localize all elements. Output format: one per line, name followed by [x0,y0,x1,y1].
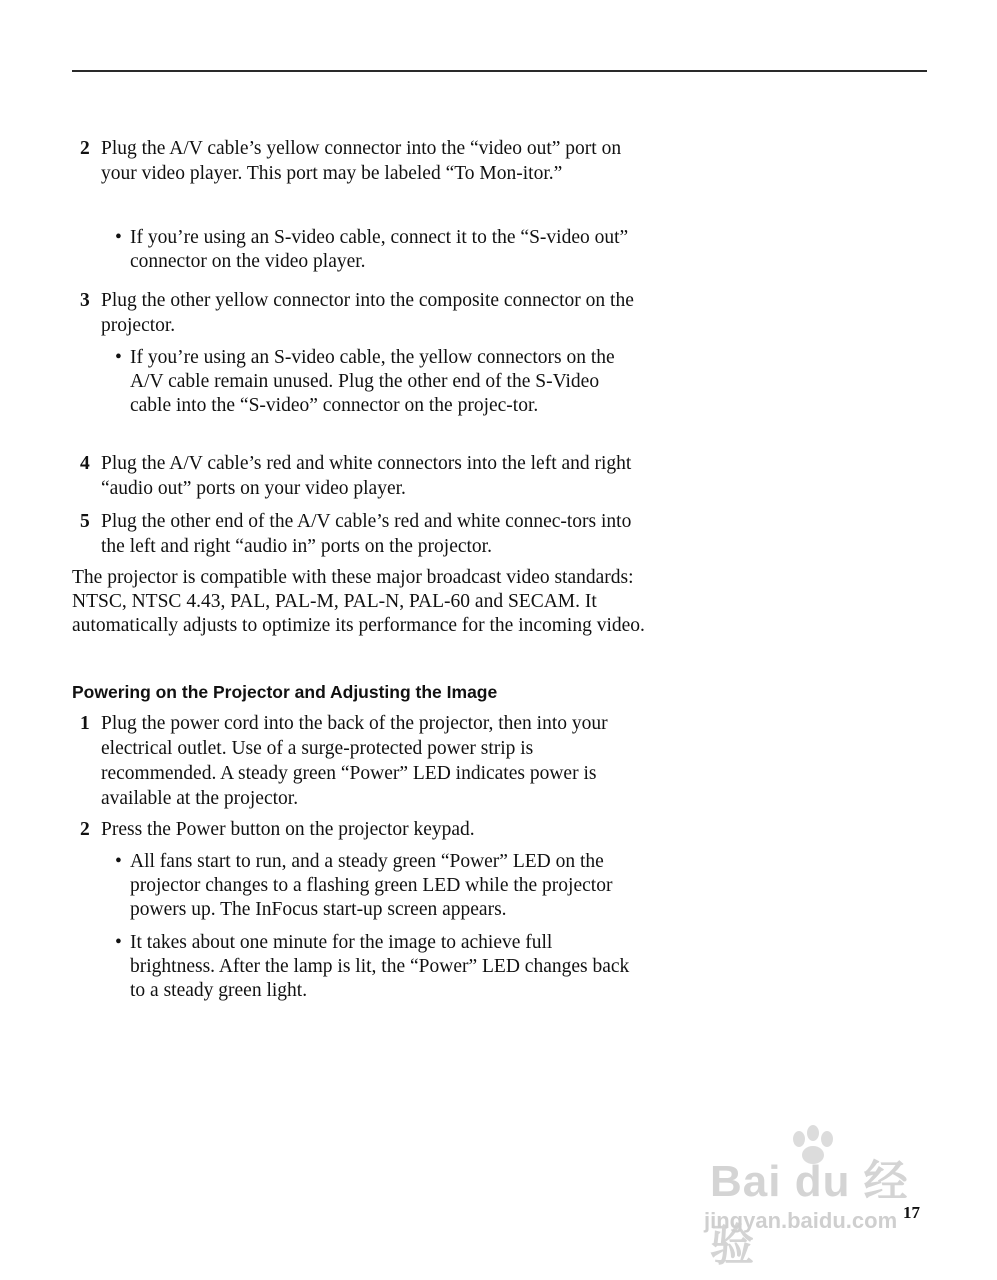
bullet-text: It takes about one minute for the image to achieve full brightness. After the lamp is lit, the “Power” LED changes back to a steady green light. [130,932,630,1001]
step-text: Press the Power button on the projector keypad. [101,819,475,840]
bullet-icon: • [115,347,122,368]
standards-paragraph: The projector is compatible with these major broadcast video standards: NTSC, NTSC 4.43, PAL, PAL-M, PAL-N, PAL-60 and SECAM. It automatically adjusts to optimize its performance for the incoming video. [72,567,645,636]
bullet-svideo-out [115,226,640,274]
bullet-icon: • [115,227,122,248]
step-number: 4 [80,453,90,474]
step-text: Plug the power cord into the back of the projector, then into your electrical outlet. Use of a surge-protected power strip is recommended. A steady green “Power” LED indicates power is available at the projector. [101,713,608,809]
step-number: 2 [80,138,90,159]
step-number: 3 [80,290,90,311]
bullet-text: If you’re using an S-video cable, connect it to the “S-video out” connector on the video player. [130,227,629,272]
watermark-url: jingyan.baidu.com [704,1208,898,1233]
header-rule [72,70,927,72]
bullet-fans-start [115,850,640,922]
step-text: Plug the other yellow connector into the composite connector on the projector. [101,290,634,336]
step-2-video-out [80,136,650,186]
step-3-composite [80,288,650,338]
section-heading: Powering on the Projector and Adjusting the Image [72,682,498,702]
step-5-audio-in [80,509,650,559]
step-text: Plug the other end of the A/V cable’s red and white connec-tors into the left and right “audio in” ports on the projector. [101,511,632,557]
step-text: Plug the A/V cable’s red and white connectors into the left and right “audio out” ports on your video player. [101,453,632,499]
step-4-audio-out [80,451,650,501]
bullet-icon: • [115,851,122,872]
baidu-watermark [700,1125,940,1270]
bullet-text: If you’re using an S-video cable, the yellow connectors on the A/V cable remain unused. Plug the other end of the S-Video cable into the “S-video” connector on the projec-tor. [130,347,615,416]
bullet-lamp-brightness [115,931,640,1003]
bullet-text: All fans start to run, and a steady green “Power” LED on the projector changes to a flashing green LED while the projector powers up. The InFocus start-up screen appears. [130,851,613,920]
step-number: 1 [80,713,90,734]
bullet-svideo-unused [115,346,640,418]
step-text: Plug the A/V cable’s yellow connector into the “video out” port on your video player. This port may be labeled “To Mon-itor.” [101,138,622,184]
bullet-icon: • [115,932,122,953]
step-number: 2 [80,819,90,840]
page-number: 17 [903,1203,920,1222]
step-number: 5 [80,511,90,532]
step-2-power-button [80,817,650,842]
watermark-logo: Bai du 经验 [710,1157,909,1270]
step-1-power-cord [80,711,650,811]
